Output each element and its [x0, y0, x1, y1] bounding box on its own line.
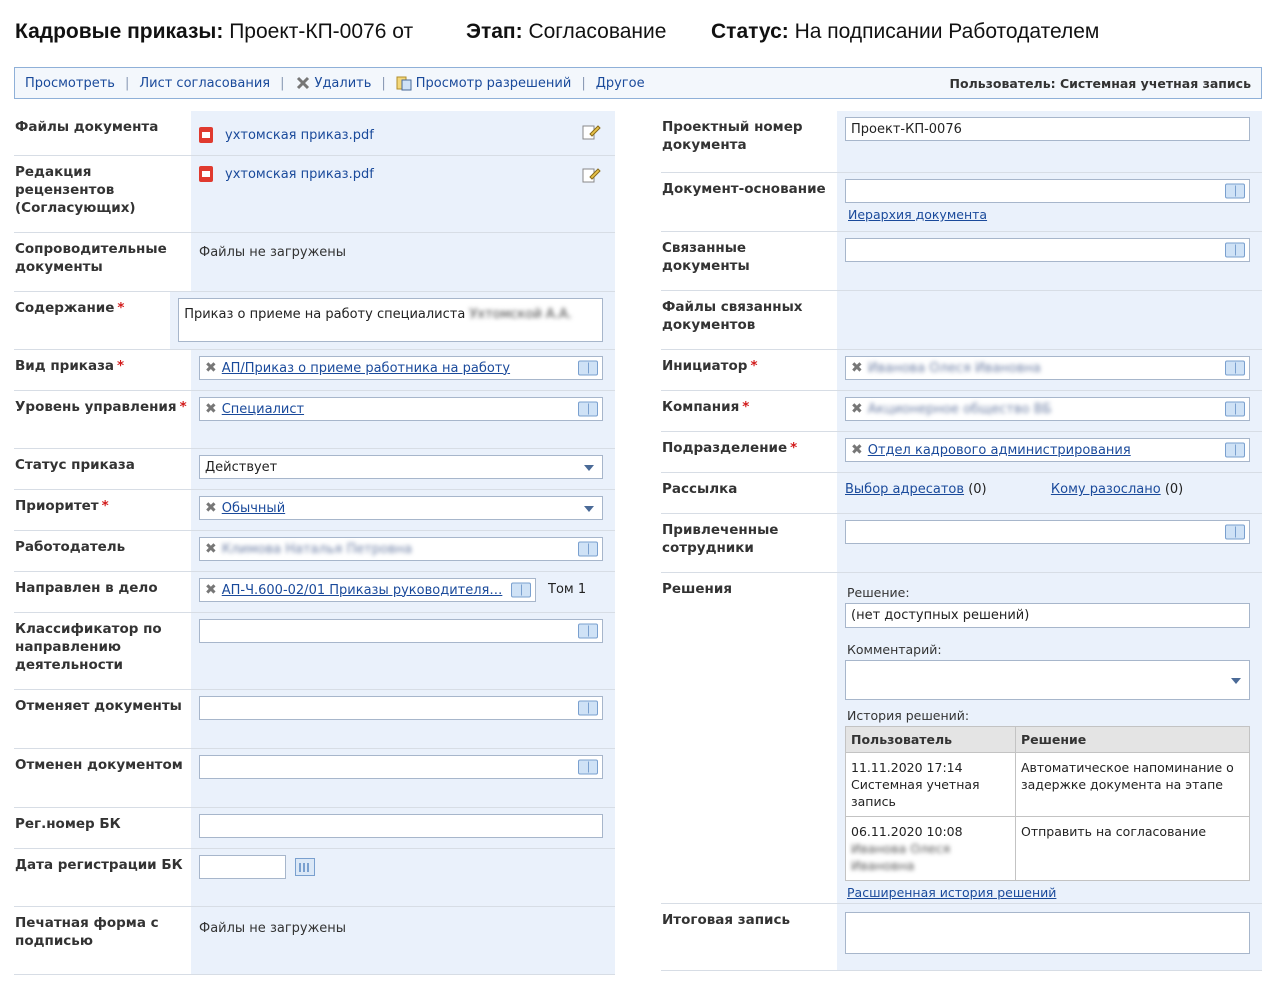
- order-status-value: Действует: [205, 459, 278, 475]
- content-text: Приказ о приеме на работу специалиста: [184, 307, 466, 322]
- classifier-row: [14, 613, 615, 690]
- approval-sheet-button[interactable]: Лист согласования: [139, 75, 271, 91]
- regdate-input[interactable]: [199, 855, 286, 879]
- mgmt-level-field: [191, 391, 615, 448]
- project-num-label: Проектный номер документа: [662, 119, 803, 153]
- initiator-value: Иванова Олеся Ивановна: [867, 360, 1041, 376]
- order-type-row: [14, 350, 615, 391]
- volume-label: Том 1: [548, 582, 587, 597]
- remove-icon[interactable]: ✖: [851, 360, 863, 376]
- mailing-field: [837, 473, 1262, 513]
- department-label: Подразделение *: [662, 440, 798, 456]
- priority-value[interactable]: Обычный: [221, 500, 286, 516]
- content-label: Содержание *: [15, 300, 125, 316]
- decisions-row: [661, 573, 1262, 904]
- mgmt-level-row: [14, 391, 615, 449]
- regnum-row: [14, 808, 615, 849]
- related-files-label: Файлы связанных документов: [662, 299, 803, 333]
- book-icon[interactable]: [578, 361, 598, 376]
- stage-label: Этап:: [466, 20, 523, 43]
- doc-files-field: [191, 111, 615, 155]
- book-icon[interactable]: [1225, 525, 1245, 540]
- book-icon[interactable]: [578, 701, 598, 716]
- book-icon[interactable]: [1225, 443, 1245, 458]
- doc-title: [15, 20, 413, 44]
- title-value: Проект-КП-0076 от: [229, 20, 414, 43]
- base-doc-row: [661, 173, 1262, 232]
- book-icon[interactable]: [1225, 402, 1245, 417]
- reviewers-file-link[interactable]: ухтомская приказ.pdf: [225, 166, 374, 182]
- regdate-row: [14, 849, 615, 907]
- involved-field: [837, 514, 1262, 572]
- doc-files-label: Файлы документа: [15, 119, 159, 135]
- final-record-field: [837, 904, 1262, 970]
- reviewers-field: [191, 156, 615, 232]
- sent-to-case-value[interactable]: АП-Ч.600-02/01 Приказы руководителя…: [221, 582, 503, 598]
- priority-select[interactable]: [199, 496, 603, 520]
- regnum-input[interactable]: [199, 814, 603, 838]
- company-label: Компания *: [662, 399, 750, 415]
- remove-icon[interactable]: ✖: [205, 401, 217, 417]
- remove-icon[interactable]: ✖: [205, 500, 217, 516]
- chevron-down-icon[interactable]: [584, 465, 594, 471]
- reviewers-label: Редакция рецензентов (Согласующих): [15, 164, 136, 216]
- order-status-row: [14, 449, 615, 490]
- column-header: Решение: [1016, 727, 1250, 753]
- involved-row: [661, 514, 1262, 573]
- related-field: [837, 232, 1262, 290]
- sent-to-case-label: Направлен в дело: [15, 580, 158, 596]
- cancels-input[interactable]: [199, 696, 603, 720]
- print-form-row: [14, 907, 615, 975]
- print-form-label: Печатная форма с подписью: [15, 915, 159, 949]
- book-icon[interactable]: [578, 542, 598, 557]
- company-field: [837, 391, 1262, 431]
- print-form-field: [191, 907, 615, 974]
- book-icon[interactable]: [511, 583, 531, 598]
- regnum-label: Рег.номер БК: [15, 816, 121, 832]
- toolbar-separator: |: [124, 75, 130, 91]
- cancels-row: [14, 690, 615, 749]
- department-row: [661, 432, 1262, 473]
- delete-icon: [295, 75, 311, 91]
- order-type-label: Вид приказа *: [15, 358, 125, 374]
- final-record-label: Итоговая запись: [662, 912, 791, 928]
- project-num-row: [661, 111, 1262, 173]
- history-decision: Автоматическое напоминание о задержке документа на этапе: [1016, 753, 1250, 817]
- book-icon[interactable]: [578, 760, 598, 775]
- chevron-down-icon[interactable]: [584, 506, 594, 512]
- sent-to-case-row: [14, 572, 615, 613]
- content-field: [170, 292, 615, 349]
- cancels-label: Отменяет документы: [15, 698, 182, 714]
- decision-select[interactable]: [845, 603, 1250, 628]
- decisions-field: [837, 573, 1262, 903]
- involved-input[interactable]: [845, 520, 1250, 544]
- other-menu[interactable]: Другое: [595, 75, 645, 91]
- sent-to-case-input[interactable]: [199, 578, 536, 602]
- page-title: [15, 20, 1266, 50]
- related-files-field: [837, 291, 1262, 349]
- decision-caption: Решение:: [847, 585, 910, 600]
- regdate-field: [191, 849, 615, 906]
- table-row: [846, 817, 1250, 881]
- status: [711, 20, 1099, 44]
- cancels-field: [191, 690, 615, 748]
- sent-to-count: (0): [1164, 482, 1184, 497]
- choose-recipients-count: (0): [968, 482, 987, 497]
- table-row: [846, 753, 1250, 817]
- sent-to-link[interactable]: Кому разослано: [1050, 482, 1161, 497]
- related-label: Связанные документы: [662, 240, 750, 274]
- accompanying-value: Файлы не загружены: [199, 245, 347, 260]
- history-user: Системная учетная запись: [851, 777, 980, 809]
- final-record-input[interactable]: [845, 912, 1250, 954]
- sent-to-case-field: [191, 572, 615, 612]
- remove-icon[interactable]: ✖: [205, 582, 217, 598]
- comment-input[interactable]: [845, 660, 1250, 700]
- pdf-icon: [199, 127, 213, 143]
- history-user: Иванова Олеся Ивановна: [851, 841, 951, 873]
- delete-label: Удалить: [314, 75, 372, 91]
- company-input[interactable]: [845, 397, 1250, 421]
- project-num-input[interactable]: [845, 117, 1250, 141]
- edit-file-icon[interactable]: [581, 166, 601, 184]
- cancelled-input[interactable]: [199, 755, 603, 779]
- classifier-label: Классификатор по направлению деятельности: [15, 621, 162, 673]
- left-form: [14, 111, 615, 975]
- order-status-select[interactable]: [199, 455, 603, 479]
- title-label: Кадровые приказы:: [15, 20, 224, 43]
- extended-history-link[interactable]: Расширенная история решений: [847, 885, 1057, 900]
- history-date: 06.11.2020 10:08: [851, 824, 963, 839]
- priority-label: Приоритет *: [15, 498, 109, 514]
- order-status-label: Статус приказа: [15, 457, 135, 473]
- related-input[interactable]: [845, 238, 1250, 262]
- remove-icon[interactable]: ✖: [851, 401, 863, 417]
- stage-value: Согласование: [528, 20, 667, 43]
- current-user: Пользователь: Системная учетная запись: [949, 75, 1251, 91]
- toolbar-separator: |: [581, 75, 586, 91]
- book-icon[interactable]: [578, 402, 598, 417]
- view-button[interactable]: Просмотреть: [25, 75, 115, 91]
- order-type-input[interactable]: [199, 356, 603, 380]
- right-form: [661, 111, 1262, 971]
- status-value: На подписании Работодателем: [794, 20, 1100, 43]
- cancelled-label: Отменен документом: [15, 757, 183, 773]
- initiator-label: Инициатор *: [662, 358, 758, 374]
- permissions-button[interactable]: [396, 75, 572, 91]
- regnum-field: [191, 808, 615, 848]
- company-value: Акционерное общество ВБ: [867, 401, 1052, 417]
- mgmt-level-label: Уровень управления *: [15, 399, 187, 415]
- order-type-field: [191, 350, 615, 390]
- toolbar-separator: |: [280, 75, 285, 91]
- classifier-input[interactable]: [199, 619, 603, 643]
- involved-label: Привлеченные сотрудники: [662, 522, 779, 556]
- accompanying-label: Сопроводительные документы: [15, 241, 167, 275]
- mgmt-level-value[interactable]: Специалист: [221, 401, 305, 417]
- project-num-value: Проект-КП-0076: [851, 121, 962, 137]
- decision-value: (нет доступных решений): [851, 608, 1030, 623]
- permissions-label: Просмотр разрешений: [415, 75, 572, 91]
- related-row: [661, 232, 1262, 291]
- initiator-row: [661, 350, 1262, 391]
- cancelled-field: [191, 749, 615, 807]
- employer-row: [14, 531, 615, 572]
- doc-file-link[interactable]: ухтомская приказ.pdf: [225, 127, 374, 143]
- employer-field: [191, 531, 615, 571]
- calendar-icon[interactable]: [295, 858, 315, 876]
- department-field: [837, 432, 1262, 472]
- choose-recipients-link[interactable]: Выбор адресатов: [845, 482, 965, 497]
- employer-label: Работодатель: [15, 539, 126, 555]
- decisions-label: Решения: [662, 581, 732, 597]
- toolbar-separator: |: [381, 75, 386, 91]
- decision-history-table: [845, 726, 1250, 881]
- mailing-row: [661, 473, 1262, 514]
- edit-file-icon[interactable]: [581, 123, 601, 141]
- column-header: Пользователь: [846, 727, 1016, 753]
- book-icon[interactable]: [1225, 184, 1245, 199]
- employer-input[interactable]: [199, 537, 603, 561]
- permissions-icon: [396, 75, 412, 91]
- history-user-cell: [846, 753, 1016, 817]
- remove-icon[interactable]: ✖: [851, 442, 863, 458]
- priority-row: [14, 490, 615, 531]
- hierarchy-link[interactable]: Иерархия документа: [848, 207, 988, 222]
- book-icon[interactable]: [1225, 243, 1245, 258]
- reviewers-row: [14, 156, 615, 233]
- toolbar: [14, 67, 1262, 99]
- print-form-value: Файлы не загружены: [199, 921, 347, 936]
- base-doc-label: Документ-основание: [662, 181, 826, 197]
- base-doc-field: [837, 173, 1262, 231]
- history-decision: Отправить на согласование: [1016, 817, 1250, 881]
- content-redacted: Ухтомской А.А.: [469, 307, 572, 322]
- remove-icon[interactable]: ✖: [205, 541, 217, 557]
- order-type-value[interactable]: АП/Приказ о приеме работника на работу: [221, 360, 511, 376]
- department-input[interactable]: [845, 438, 1250, 462]
- history-date: 11.11.2020 17:14: [851, 760, 963, 775]
- initiator-input[interactable]: [845, 356, 1250, 380]
- cancelled-row: [14, 749, 615, 808]
- status-label: Статус:: [711, 20, 789, 43]
- comment-caption: Комментарий:: [847, 642, 942, 657]
- content-row: [14, 292, 615, 350]
- company-row: [661, 391, 1262, 432]
- content-input[interactable]: [178, 298, 603, 342]
- classifier-field: [191, 613, 615, 689]
- priority-field: [191, 490, 615, 530]
- doc-files-row: [14, 111, 615, 156]
- project-num-field: [837, 111, 1262, 172]
- accompanying-row: [14, 233, 615, 292]
- accompanying-field: [191, 233, 615, 291]
- related-files-row: [661, 291, 1262, 350]
- history-caption: История решений:: [847, 708, 970, 723]
- book-icon[interactable]: [578, 624, 598, 639]
- department-value[interactable]: Отдел кадрового администрирования: [867, 442, 1131, 458]
- final-record-row: [661, 904, 1262, 971]
- regdate-label: Дата регистрации БК: [15, 857, 183, 873]
- chevron-down-icon[interactable]: [1231, 678, 1241, 684]
- employer-value: Климова Наталья Петровна: [221, 541, 413, 557]
- book-icon[interactable]: [1225, 361, 1245, 376]
- order-status-field: [191, 449, 615, 489]
- pdf-icon: [199, 166, 213, 182]
- remove-icon[interactable]: ✖: [205, 360, 217, 376]
- history-user-cell: [846, 817, 1016, 881]
- delete-button[interactable]: [295, 75, 372, 91]
- stage: [466, 20, 666, 44]
- mailing-label: Рассылка: [662, 481, 738, 497]
- initiator-field: [837, 350, 1262, 390]
- base-doc-input[interactable]: [845, 179, 1250, 203]
- mgmt-level-input[interactable]: [199, 397, 603, 421]
